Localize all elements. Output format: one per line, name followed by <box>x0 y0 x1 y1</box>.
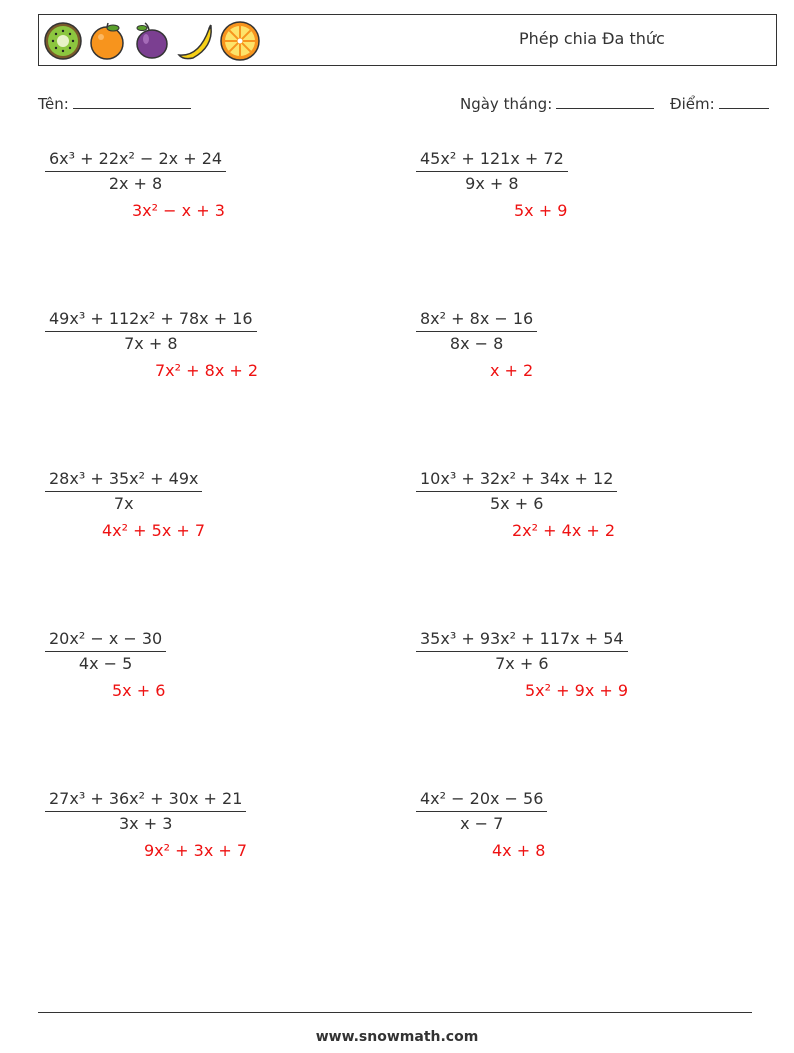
header-box <box>38 14 777 66</box>
fraction <box>416 149 568 193</box>
numerator: 8x² + 8x − 16 <box>420 309 534 328</box>
denominator: 7x + 8 <box>124 334 178 353</box>
fraction <box>45 149 226 193</box>
name-blank[interactable] <box>73 94 191 109</box>
numerator: 10x³ + 32x² + 34x + 12 <box>420 469 614 488</box>
answer-2: 5x + 9 <box>514 201 568 220</box>
answer-10: 4x + 8 <box>492 841 546 860</box>
fraction <box>45 309 257 353</box>
denominator: 2x + 8 <box>108 174 163 193</box>
score-blank[interactable] <box>719 94 769 109</box>
answer-4: x + 2 <box>490 361 534 380</box>
problem-3 <box>45 309 257 353</box>
denominator: 8x − 8 <box>449 334 504 353</box>
denominator: 7x + 6 <box>495 654 549 673</box>
answer-1: 3x² − x + 3 <box>132 201 225 220</box>
problem-7 <box>45 629 166 673</box>
date-label: Ngày tháng: <box>460 95 553 113</box>
numerator: 28x³ + 35x² + 49x <box>49 469 199 488</box>
denominator: 5x + 6 <box>490 494 544 513</box>
answer-8: 5x² + 9x + 9 <box>525 681 629 700</box>
worksheet-title: Phép chia Đa thức <box>519 29 665 48</box>
date-blank[interactable] <box>556 94 654 109</box>
answer-6: 2x² + 4x + 2 <box>512 521 616 540</box>
orange-icon <box>87 21 127 61</box>
denominator: 7x <box>113 494 134 513</box>
numerator: 6x³ + 22x² − 2x + 24 <box>49 149 223 168</box>
fraction <box>416 469 617 513</box>
problem-2 <box>416 149 568 193</box>
numerator: 45x² + 121x + 72 <box>420 149 564 168</box>
answer-7: 5x + 6 <box>112 681 166 700</box>
orange-slice-icon <box>219 20 261 62</box>
name-field[interactable] <box>38 94 191 113</box>
fraction <box>416 629 628 673</box>
name-label: Tên: <box>38 95 69 113</box>
fraction <box>45 789 246 833</box>
kiwi-icon <box>43 21 83 61</box>
answer-3: 7x² + 8x + 2 <box>155 361 259 380</box>
score-field[interactable] <box>670 94 769 113</box>
numerator: 35x³ + 93x² + 117x + 54 <box>420 629 624 648</box>
plum-icon <box>131 21 171 61</box>
problem-1 <box>45 149 226 193</box>
fraction <box>45 469 202 513</box>
date-field[interactable] <box>460 94 654 113</box>
numerator: 20x² − x − 30 <box>49 629 163 648</box>
fraction <box>416 789 547 833</box>
numerator: 49x³ + 112x² + 78x + 16 <box>49 309 253 328</box>
fraction <box>416 309 537 353</box>
answer-5: 4x² + 5x + 7 <box>102 521 206 540</box>
denominator: x − 7 <box>460 814 504 833</box>
footer-url[interactable]: www.snowmath.com <box>315 1029 479 1045</box>
fruit-icons <box>43 19 261 63</box>
score-label: Điểm: <box>670 95 715 113</box>
numerator: 4x² − 20x − 56 <box>420 789 544 808</box>
problem-6 <box>416 469 617 513</box>
problem-8 <box>416 629 628 673</box>
answer-9: 9x² + 3x + 7 <box>144 841 248 860</box>
denominator: 9x + 8 <box>465 174 519 193</box>
problem-10 <box>416 789 547 833</box>
problem-5 <box>45 469 202 513</box>
footer-divider <box>38 1012 752 1013</box>
numerator: 27x³ + 36x² + 30x + 21 <box>49 789 243 808</box>
banana-icon <box>175 21 215 61</box>
problem-9 <box>45 789 246 833</box>
denominator: 3x + 3 <box>119 814 173 833</box>
fraction <box>45 629 166 673</box>
problem-4 <box>416 309 537 353</box>
denominator: 4x − 5 <box>78 654 133 673</box>
